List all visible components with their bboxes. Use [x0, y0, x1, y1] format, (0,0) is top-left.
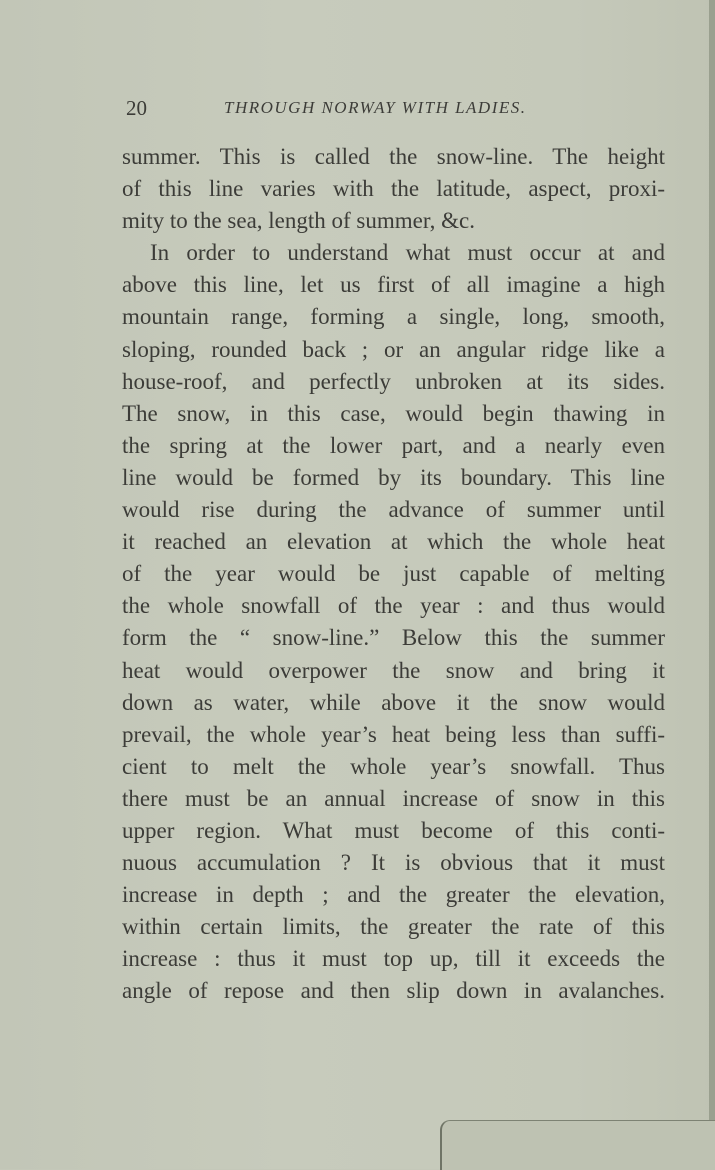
text-line: nuous accumulation ? It is obvious that it must — [122, 850, 665, 876]
text-line: it reached an elevation at which the whole heat — [122, 529, 665, 555]
running-title: THROUGH NORWAY WITH LADIES. — [224, 98, 527, 117]
text-line: within certain limits, the greater the rate of this — [122, 914, 665, 940]
body-text — [122, 141, 665, 1008]
text-line: would rise during the advance of summer until — [122, 497, 665, 523]
text-line: house-roof, and perfectly unbroken at its sides. — [122, 368, 665, 394]
text-line: angle of repose and then slip down in avalanches. — [122, 978, 665, 1004]
text-line: down as water, while above it the snow would — [122, 689, 665, 715]
text-line: line would be formed by its boundary. This line — [122, 464, 665, 490]
text-line: sloping, rounded back ; or an angular ridge like a — [122, 336, 665, 362]
text-line: form the “ snow-line.” Below this the summer — [122, 625, 665, 651]
text-line: In order to understand what must occur at and — [150, 240, 665, 266]
text-line: mountain range, forming a single, long, smooth, — [122, 304, 665, 330]
text-line: The snow, in this case, would begin thawing in — [122, 400, 665, 426]
page-edge — [709, 0, 715, 1169]
text-line: summer. This is called the snow-line. The height — [122, 144, 665, 169]
text-line: of the year would be just capable of melting — [122, 561, 665, 587]
text-line: of this line varies with the latitude, aspect, proxi- — [122, 176, 665, 202]
page-number: 20 — [126, 96, 147, 120]
text-line: the whole snowfall of the year : and thus would — [122, 593, 665, 619]
text-line: increase in depth ; and the greater the elevation, — [122, 882, 665, 908]
text-line: above this line, let us first of all imagine a high — [122, 272, 665, 298]
text-line: there must be an annual increase of snow in this — [122, 785, 665, 811]
text-line: heat would overpower the snow and bring it — [122, 657, 665, 683]
text-line: increase : thus it must top up, till it exceeds the — [122, 946, 665, 972]
running-head — [126, 96, 576, 126]
text-line: prevail, the whole year’s heat being less than suffi- — [122, 721, 665, 747]
text-line: upper region. What must become of this conti- — [122, 817, 665, 843]
text-line: mity to the sea, length of summer, &c. — [122, 208, 475, 234]
page-tab-corner — [440, 1120, 715, 1170]
text-line: cient to melt the whole year’s snowfall. Thus — [122, 753, 665, 779]
text-line: the spring at the lower part, and a nearly even — [122, 432, 665, 458]
